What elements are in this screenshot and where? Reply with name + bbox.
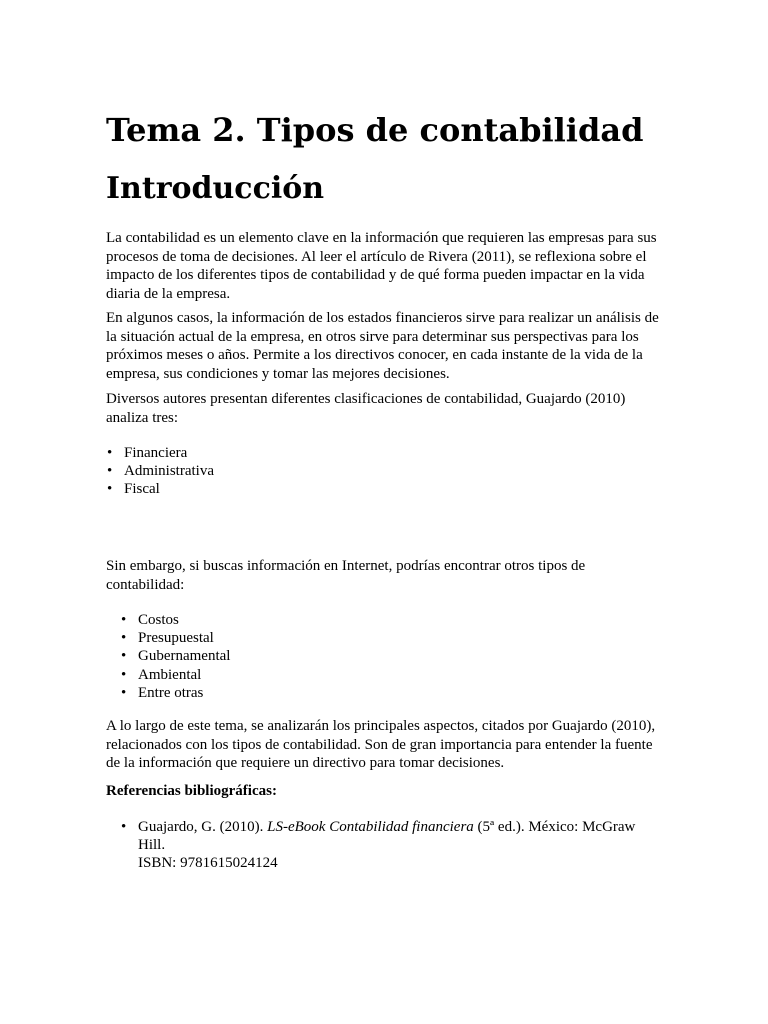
list-item: • Financiera (124, 444, 214, 462)
references-heading: Referencias bibliográficas: (106, 783, 277, 799)
paragraph-clasificaciones: Diversos autores presentan diferentes clasificaciones de contabilidad, Guajardo (2010) analiza tres: (106, 391, 626, 426)
list-item: • Ambiental (138, 666, 230, 684)
reference-line-1 (138, 818, 658, 836)
list-item: • Presupuestal (138, 629, 230, 647)
list-item: • Costos (138, 611, 230, 629)
list-item: • Administrativa (124, 462, 214, 480)
bullet-list-guajardo-types (124, 444, 214, 499)
reference-book-title: LS-eBook Contabilidad financiera (267, 819, 474, 835)
paragraph-conclusion: A lo largo de este tema, se analizarán los principales aspectos, citados por Guajardo (2010), relacionados con los tipos de contabilidad. Son de gran importancia para entender la fuente de la información que requiere un directivo para tomar decisiones. (106, 718, 656, 771)
reference-author: Guajardo, G. (2010). (138, 819, 268, 835)
reference-item (138, 818, 658, 872)
bullet-list-other-types (138, 611, 230, 702)
paragraph-intro: La contabilidad es un elemento clave en la información que requieren las empresas para sus procesos de toma de decisiones. Al leer el artículo de Rivera (2011), se reflexiona sobre el impacto de los diferentes tipos de contabilidad y de qué forma pueden impactar en la vida diaria de la empresa. (106, 230, 657, 302)
document-title: Tema 2. Tipos de contabilidad (106, 111, 644, 149)
list-item: • Fiscal (124, 480, 214, 498)
reference-edition-publisher: (5ª ed.). México: McGraw (473, 819, 636, 835)
reference-isbn: ISBN: 9781615024124 (138, 855, 278, 871)
list-item: • Entre otras (138, 684, 230, 702)
paragraph-internet: Sin embargo, si buscas información en Internet, podrías encontrar otros tipos de contabilidad: (106, 558, 586, 593)
section-heading-introduccion: Introducción (106, 171, 325, 206)
paragraph-estados-financieros: En algunos casos, la información de los estados financieros sirve para realizar un análisis de la situación actual de la empresa, en otros sirve para determinar sus perspectivas para los próximos meses o años. Permite a los directivos conocer, en cada instante de la vida de la empresa, sus condiciones y tomar las mejores decisiones. (106, 310, 659, 382)
references-list (138, 818, 658, 872)
reference-publisher-cont: Hill. (138, 837, 166, 853)
list-item: • Gubernamental (138, 647, 230, 665)
